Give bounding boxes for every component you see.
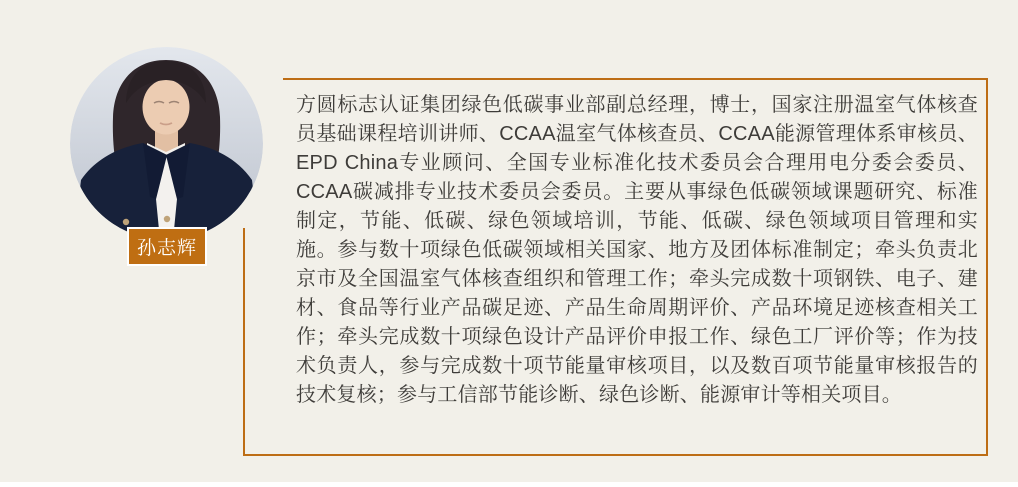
portrait-photo <box>70 47 263 240</box>
bio-border-left-line <box>243 228 245 454</box>
bio-border-box <box>243 78 988 456</box>
name-badge: 孙志辉 <box>127 227 207 266</box>
bio-text: 方圆标志认证集团绿色低碳事业部副总经理，博士，国家注册温室气体核查员基础课程培训讲师、CCAA温室气体核查员、CCAA能源管理体系审核员、EPD China专业顾问、全国专业标准化技术委员会合理用电分委会委员、CCAA碳减排专业技术委员会委员。主要从事绿色低碳领域课题研究、标准制定，节能、低碳、绿色领域培训，节能、低碳、绿色领域项目管理和实施。参与数十项绿色低碳领域相关国家、地方及团体标准制定；牵头负责北京市及全国温室气体核查组织和管理工作；牵头完成数十项钢铁、电子、建材、食品等行业产品碳足迹、产品生命周期评价、产品环境足迹核查相关工作；牵头完成数十项绿色设计产品评价申报工作、绿色工厂评价等；作为技术负责人，参与完成数十项节能量审核项目，以及数百项节能量审核报告的技术复核；参与工信部节能诊断、绿色诊断、能源审计等相关项目。 <box>296 94 978 406</box>
bio-border-top-line <box>283 78 986 80</box>
portrait-illustration <box>70 47 263 240</box>
